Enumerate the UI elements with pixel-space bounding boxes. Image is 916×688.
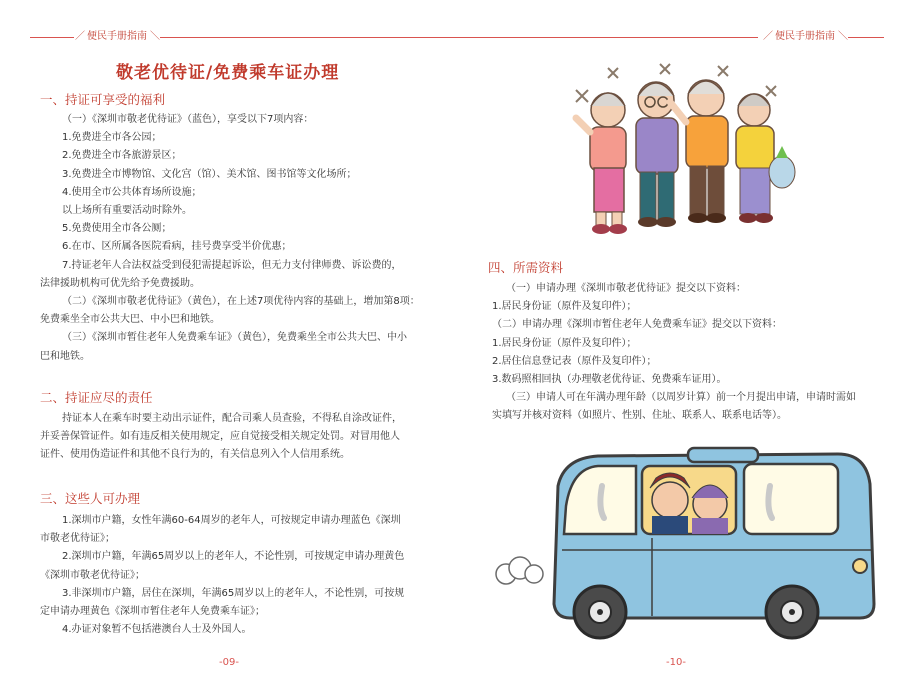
passenger-figure <box>650 473 690 534</box>
text-line: 证件、使用伪造证件和其他不良行为的，有关信息列入个人信用系统。 <box>40 449 350 461</box>
elderly-woman-figure <box>736 94 795 223</box>
page-number: -10- <box>666 657 686 668</box>
text-line: 1.免费进全市各公园； <box>62 132 162 144</box>
wheel-icon <box>574 586 626 638</box>
text-line: （三）《深圳市暂住老年人免费乘车证》（黄色），免费乘坐全市公共大巴、中小 <box>62 332 407 344</box>
right-page <box>458 0 916 688</box>
text-line: 法律援助机构可优先给予免费援助。 <box>40 277 200 289</box>
section-heading-eligible: 三、这些人可办理 <box>40 491 141 506</box>
header-rule <box>30 37 74 38</box>
text-line: （三）申请人可在年满办理年龄（以周岁计算）前一个月提出申请，申请时需如 <box>506 392 856 404</box>
passenger-figure <box>692 485 728 534</box>
text-line: （一）申请办理《深圳市敬老优待证》提交以下资料： <box>506 283 746 294</box>
text-line: 4.办证对象暂不包括港澳台人士及外国人。 <box>62 624 252 636</box>
text-line: 5.免费使用全市各公厕； <box>62 223 172 235</box>
text-line: 免费乘坐全市公共大巴、中小巴和地铁。 <box>40 314 220 326</box>
text-line: 2.深圳市户籍，年满65周岁以上的老年人，不论性别，可按规定申请办理黄色 <box>62 551 405 563</box>
page-number: -09- <box>219 657 239 668</box>
header-slash-icon: ＼ <box>150 31 160 42</box>
header-slash-icon: ／ <box>763 31 773 42</box>
header-slash-icon: ＼ <box>838 31 848 42</box>
section-body-duties <box>40 410 402 465</box>
text-line: 《深圳市敬老优待证》； <box>40 569 145 581</box>
section-body-materials <box>492 280 856 426</box>
text-line: （二）申请办理《深圳市暂住老年人免费乘车证》提交以下资料： <box>492 319 782 331</box>
text-line: 定申请办理黄色《深圳市暂住老年人免费乘车证》； <box>40 606 265 618</box>
text-line: 巴和地铁。 <box>40 350 90 362</box>
text-line: 1.居民身份证（原件及复印件）； <box>492 301 637 313</box>
section-body-eligible <box>40 512 404 639</box>
exhaust-cloud-icon <box>496 557 543 584</box>
text-line: 3.免费进全市博物馆、文化宫（馆）、美术馆、图书馆等文化场所； <box>62 168 357 180</box>
text-line: 实填写并核对资料（如照片、性别、住址、联系人、联系电话等）。 <box>492 410 787 422</box>
header-rule <box>160 37 458 38</box>
text-line: （二）《深圳市敬老优待证》（黄色），在上述7项优待内容的基础上，增加第8项： <box>62 296 420 308</box>
section-heading-benefits: 一、持证可享受的福利 <box>40 92 166 107</box>
header-slash-icon: ／ <box>75 31 85 42</box>
elderly-group-illustration <box>568 60 798 240</box>
elderly-woman-figure <box>576 93 627 234</box>
text-line: 并妥善保管证件。如有违反相关使用规定，应自觉接受相关规定处罚。对冒用他人 <box>40 431 400 443</box>
section-heading-duties: 二、持证应尽的责任 <box>40 390 153 405</box>
header-label: 便民手册指南 <box>775 31 835 42</box>
section-body-benefits <box>40 111 420 366</box>
text-line: 市敬老优待证》； <box>40 533 115 545</box>
text-line: 2.免费进全市各旅游景区； <box>62 150 182 162</box>
text-line: 4.使用全市公共体育场所设施； <box>62 186 202 198</box>
text-line: 以上场所有重要活动时除外。 <box>62 205 192 217</box>
page-title: 敬老优待证/免费乘车证办理 <box>116 63 340 83</box>
header-rule <box>848 37 884 38</box>
text-line: 1.居民身份证（原件及复印件）； <box>492 337 637 349</box>
text-line: （一）《深圳市敬老优待证》（蓝色），享受以下7项内容： <box>62 114 314 125</box>
bus-illustration <box>492 446 882 646</box>
header-rule <box>458 37 758 38</box>
header-label: 便民手册指南 <box>87 31 147 42</box>
section-heading-materials: 四、所需资料 <box>488 260 564 275</box>
text-line: 1.深圳市户籍，女性年满60-64周岁的老年人，可按规定申请办理蓝色《深圳 <box>62 515 401 526</box>
text-line: 3.非深圳市户籍，居住在深圳，年满65周岁以上的老年人，不论性别，可按规 <box>62 587 405 599</box>
wheel-icon <box>766 586 818 638</box>
text-line: 7.持证老年人合法权益受到侵犯需提起诉讼，但无力支付律师费、诉讼费的， <box>62 259 402 271</box>
text-line: 6.在市、区所属各医院看病，挂号费享受半价优惠； <box>62 241 292 253</box>
text-line: 2.居住信息登记表（原件及复印件）； <box>492 355 657 367</box>
text-line: 持证本人在乘车时要主动出示证件，配合司乘人员查验，不得私自涂改证件， <box>62 413 402 424</box>
text-line: 3.数码照相回执（办理敬老优待证、免费乘车证用）。 <box>492 374 727 386</box>
